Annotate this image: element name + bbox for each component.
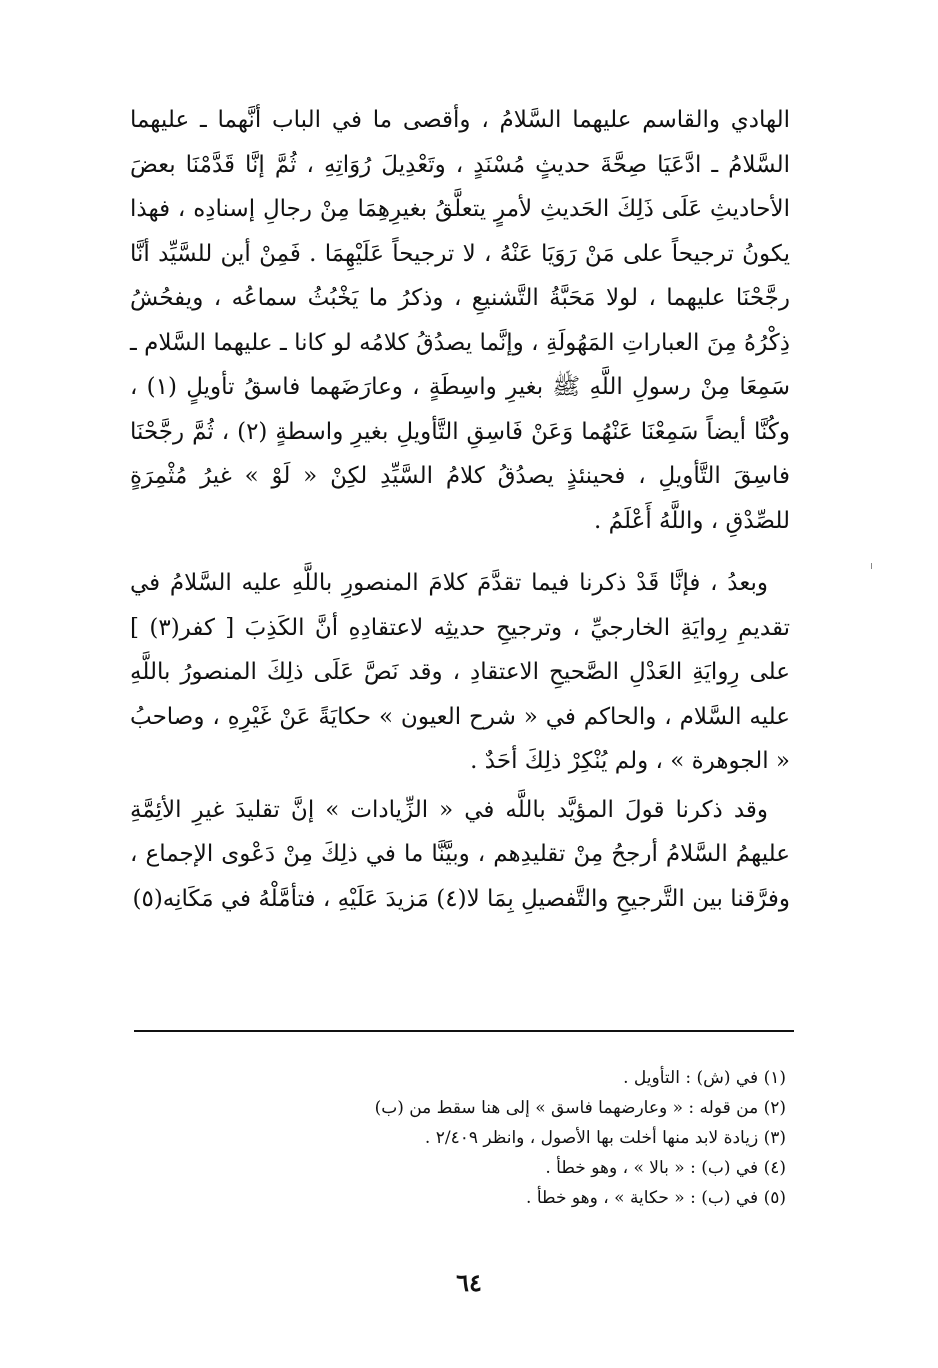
footnote-4: (٤) في (ب) : « بالا » ، وهو خطأ . [545, 1158, 786, 1178]
paragraph-2: وبعدُ ، فإنَّا قَدْ ذكرنا فيما تقدَّمَ كلامَ المنصورِ باللَّهِ عليه السَّلامُ في تقديمِ رِوايَةِ الخارجيِّ ، وترجيحِ حديثِه لاعتقادِهِ أنَّ الكَذِبَ [ كفر(٣) ] على رِوايَةِ العَدْلِ الصَّحيحِ الاعتقادِ ، وقد نَصَّ عَلَى ذلِكَ المنصورُ باللَّهِ عليه السَّلام ، والحاكم في « شرح العيون » حكايَةً عَنْ غَيْرِهِ ، وصاحبُ « الجوهرة » ، ولم يُنْكِرْ ذلِكَ أحَدٌ . [130, 570, 790, 774]
footnotes-list [146, 1063, 786, 1213]
footnote-1: (١) في (ش) : التأويل . [623, 1068, 786, 1088]
footnote-5: (٥) في (ب) : « حكاية » ، وهو خطأ . [526, 1188, 786, 1208]
main-text [130, 98, 790, 921]
footnote-2: (٢) من قوله : « وعارضهما فاسق » إلى هنا سقط من (ب) [374, 1098, 786, 1118]
footnote-3: (٣) زيادة لابد منها أخلت بها الأصول ، وانظر ٢/٤٠٩ . [424, 1128, 786, 1148]
scan-speck [871, 563, 872, 569]
paragraph-1: الهادي والقاسم عليهما السَّلامُ ، وأقصى ما في الباب أنَّهما ـ عليهما السَّلامُ ـ ادَّعَيَا صِحَّةَ حديثٍ مُسْنَدٍ ، وتَعْدِيلَ رُوَاتِهِ ، ثُمَّ إنَّا قَدَّمْنَا بعضَ الأحاديثِ عَلَى ذَلِكَ الحَديثِ لأمرٍ يتعلَّقُ بغيرِهِمَا مِنْ رجالِ إسنادِه ، فهذا يكونُ ترجيحاً على مَنْ رَوَيَا عَنْهُ ، لا ترجيحاً عَلَيْهِمَا . فَمِنْ أين للسَّيِّد أنَّا رجَّحْنَا عليهما ، لولا مَحَبَّةُ التَّشنيعِ ، وذكرُ ما يَخْبُثُ سماعُه ، ويفحُشُ ذِكْرُهُ مِنَ العباراتِ المَهُولَةِ ، وإنَّما يصدُقُ كلامُه لو كانا ـ عليهما السَّلام ـ سَمِعَا مِنْ رسولِ اللَّهِ ﷺ بغيرِ واسِطَةٍ ، وعارَضَهما فاسقُ تأويلٍ (١) ، وكُنَّا أيضاً سَمِعْنَا عَنْهُما وَعَنْ فَاسِقِ التَّأويلِ بغيرِ واسطةٍ (٢) ، ثُمَّ رجَّحْنَا فاسِقَ التَّأويلِ ، فحينئذٍ يصدُقُ كلامُ السَّيِّدِ لكِنْ « لَوْ » غيرُ مُثْمِرَةٍ للصِّدْقِ ، واللَّهُ أَعْلَمُ . [130, 107, 790, 534]
paragraph-3: وقد ذكرنا قولَ المؤيَّد باللَّه في « الزِّيادات » إنَّ تقليدَ غيرِ الأئِمَّةِ عليهمُ السَّلامُ أرجحُ مِنْ تقليدِهم ، وبيَّنَّا ما في ذلِكَ مِنْ دَعْوى الإجماع ، وفرَّقنا بين التَّرجيحِ والتَّفصيلِ بِمَا لا(٤) مَزيدَ عَلَيْهِ ، فتأمَّلْهُ في مَكَانِه(٥) [130, 796, 790, 912]
page-number: ٦٤ [456, 1268, 482, 1297]
